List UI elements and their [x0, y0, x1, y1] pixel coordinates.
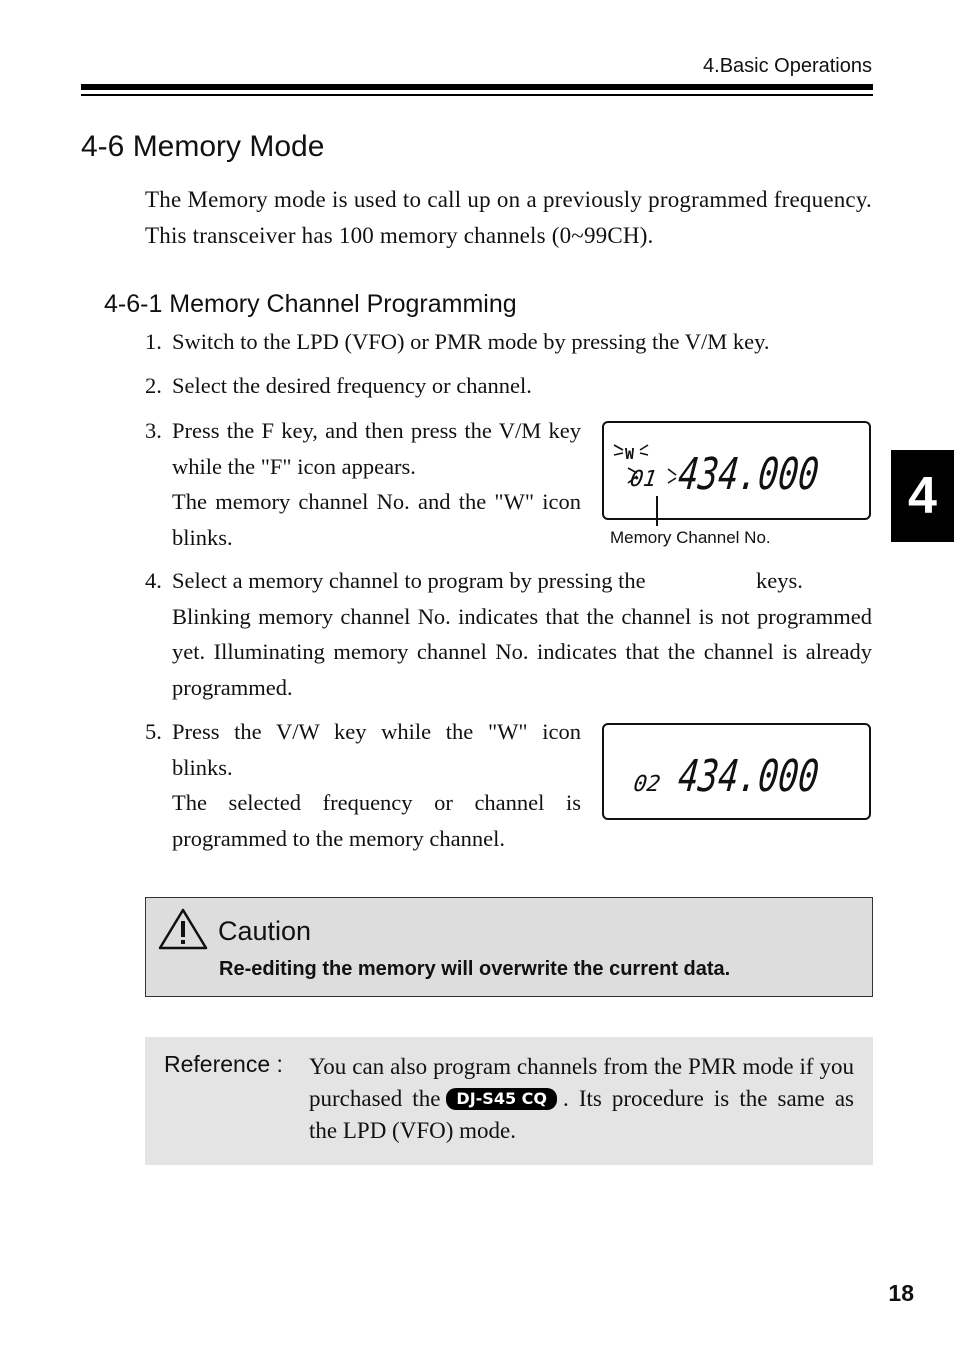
- memory-channel-number: 01: [628, 466, 659, 492]
- lcd-segments: [604, 423, 868, 517]
- lcd-display-2: [602, 723, 871, 820]
- step-text: Select a memory channel to program by pressing the: [172, 568, 646, 593]
- lcd-display-1: [602, 421, 871, 520]
- step-1: [145, 324, 872, 360]
- step-number: 2.: [145, 373, 162, 398]
- step-5: [145, 714, 585, 856]
- step-3: [145, 413, 585, 555]
- chapter-header: 4.Basic Operations: [703, 55, 872, 77]
- lcd-callout-label: Memory Channel No.: [610, 528, 771, 547]
- caution-title: Caution: [218, 916, 312, 946]
- memory-channel-number: 02: [631, 771, 663, 797]
- step-number: 1.: [145, 329, 162, 354]
- reference-text-part: . Its procedure is the same as the LPD (VFO) mode.: [309, 1086, 854, 1143]
- reference-box: [145, 1037, 873, 1165]
- section-title: 4-6 Memory Mode: [81, 130, 325, 163]
- chapter-tab: 4: [891, 450, 954, 542]
- reference-text: [309, 1051, 854, 1147]
- step-text: Select the desired frequency or channel.: [172, 373, 532, 398]
- step-2: [145, 368, 872, 404]
- step-text: The memory channel No. and the "W" icon blinks.: [172, 489, 581, 550]
- step-text: Switch to the LPD (VFO) or PMR mode by pressing the V/M key.: [172, 329, 770, 354]
- header-rule: [81, 84, 873, 90]
- step-text: Blinking memory channel No. indicates that the channel is not programmed yet. Illuminating memory channel No. indicates that the channel is already programmed.: [172, 603, 872, 700]
- step-text-keys: keys.: [756, 568, 803, 593]
- reference-label: Reference :: [164, 1051, 283, 1077]
- caution-text: Re-editing the memory will overwrite the current data.: [219, 958, 731, 980]
- frequency-readout: 434.000: [675, 449, 867, 500]
- reference-text-part: You can also program channels from the PMR mode if you purchased the: [309, 1054, 854, 1111]
- step-4: [145, 563, 872, 705]
- section-intro: The Memory mode is used to call up on a previously programmed frequency. This transceiver has 100 memory channels (0~99CH).: [145, 187, 872, 248]
- callout-line: [656, 496, 658, 526]
- subsection-title: 4-6-1 Memory Channel Programming: [104, 290, 517, 318]
- step-number: 5.: [145, 719, 162, 744]
- step-text: Press the V/W key while the "W" icon blinks.: [172, 719, 581, 780]
- w-icon: W: [625, 445, 635, 463]
- product-badge: DJ-S45 CQ: [446, 1088, 557, 1110]
- caution-box: [145, 897, 873, 997]
- page-number: 18: [888, 1280, 914, 1306]
- step-number: 4.: [145, 568, 162, 593]
- frequency-readout: 434.000: [675, 751, 867, 802]
- warning-icon: [157, 907, 209, 951]
- step-number: 3.: [145, 418, 162, 443]
- lcd-segments: [604, 725, 868, 817]
- step-text: The selected frequency or channel is programmed to the memory channel.: [172, 790, 581, 851]
- header-rule-thin: [81, 94, 873, 96]
- step-text: Press the F key, and then press the V/M key while the "F" icon appears.: [172, 418, 581, 479]
